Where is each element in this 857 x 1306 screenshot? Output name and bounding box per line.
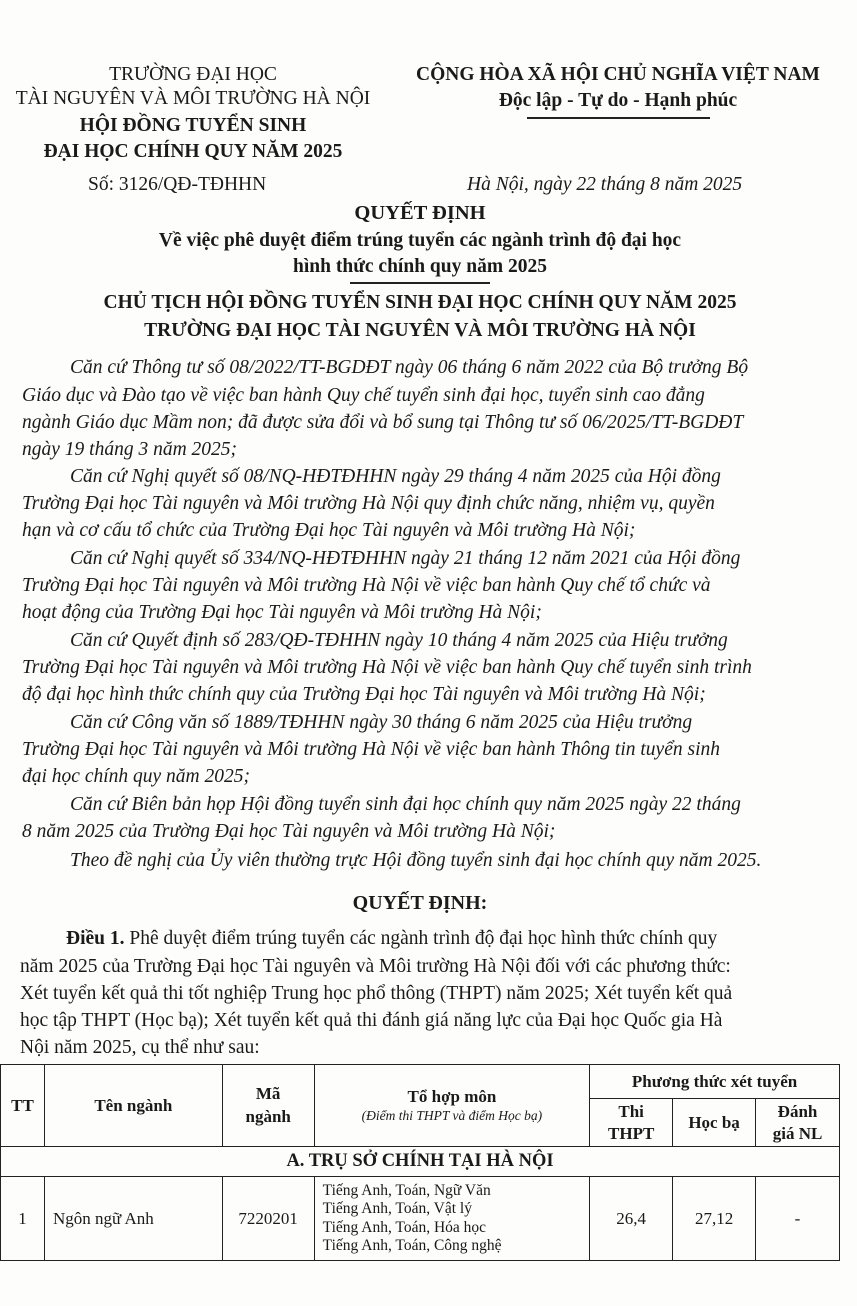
row-name: Ngôn ngữ Anh — [44, 1177, 222, 1261]
school-name-line2: TÀI NGUYÊN VÀ MÔI TRƯỜNG HÀ NỘI — [15, 88, 371, 109]
col-code-header: Mã ngành — [222, 1065, 314, 1147]
combo-note: (Điểm thi THPT và điểm Học bạ) — [361, 1107, 543, 1123]
subject-underline — [350, 282, 490, 284]
document-number: Số: 3126/QĐ-TĐHHN — [88, 174, 267, 195]
methods-header: Phương thức xét tuyển — [590, 1065, 840, 1099]
school-name-line1: TRƯỜNG ĐẠI HỌC — [109, 64, 277, 85]
col-hocba-header: Học bạ — [673, 1099, 756, 1147]
authority-line2: TRƯỜNG ĐẠI HỌC TÀI NGUYÊN VÀ MÔI TRƯỜNG HÀ NỘI — [144, 320, 696, 341]
row-code: 7220201 — [222, 1177, 314, 1261]
col-combo-header: Tổ hợp môn (Điểm thi THPT và điểm Học bạ) — [314, 1065, 590, 1147]
row-combos: Tiếng Anh, Toán, Ngữ Văn Tiếng Anh, Toán, Vật lý Tiếng Anh, Toán, Hóa học Tiếng Anh, Toán, Công nghệ — [314, 1177, 590, 1261]
decision-heading: QUYẾT ĐỊNH: — [352, 892, 488, 914]
decision-title: QUYẾT ĐỊNH — [354, 202, 486, 224]
row-hocba-score: 27,12 — [673, 1177, 756, 1261]
table-row — [1, 1177, 840, 1261]
authority-line1: CHỦ TỊCH HỘI ĐỒNG TUYỂN SINH ĐẠI HỌC CHÍNH QUY NĂM 2025 — [103, 292, 737, 313]
row-tt: 1 — [1, 1177, 45, 1261]
col-tt-header: TT — [1, 1065, 45, 1147]
document-date: Hà Nội, ngày 22 tháng 8 năm 2025 — [467, 174, 743, 195]
row-dgnl-score: - — [756, 1177, 840, 1261]
article-1-label: Điều 1. — [66, 928, 125, 949]
council-year: ĐẠI HỌC CHÍNH QUY NĂM 2025 — [43, 141, 343, 162]
motto-underline — [527, 117, 710, 119]
national-title: CỘNG HÒA XÃ HỘI CHỦ NGHĨA VIỆT NAM — [416, 64, 820, 85]
col-thpt-header: Thi THPT — [590, 1099, 673, 1147]
national-motto: Độc lập - Tự do - Hạnh phúc — [498, 90, 738, 111]
decision-subject-line2: hình thức chính quy năm 2025 — [293, 256, 547, 277]
col-name-header: Tên ngành — [44, 1065, 222, 1147]
council-name: HỘI ĐỒNG TUYỂN SINH — [79, 115, 307, 136]
col-dgnl-header: Đánh giá NL — [756, 1099, 840, 1147]
article-1-text: Phê duyệt điểm trúng tuyển các ngành trình độ đại học hình thức chính quy — [124, 928, 718, 949]
decision-subject-line1: Về việc phê duyệt điểm trúng tuyển các ngành trình độ đại học — [158, 230, 682, 251]
admission-scores-table — [0, 1064, 840, 1261]
row-thpt-score: 26,4 — [590, 1177, 673, 1261]
section-row: A. TRỤ SỞ CHÍNH TẠI HÀ NỘI — [1, 1147, 840, 1177]
